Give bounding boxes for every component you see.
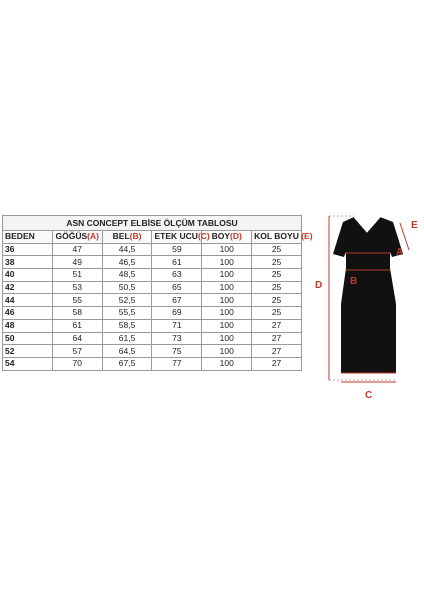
- size-cell: 44: [3, 294, 53, 307]
- table-body: [3, 243, 302, 370]
- measure-cell: 61: [152, 256, 202, 269]
- header-bel-name: BEL: [112, 231, 130, 242]
- measure-cell: 67: [152, 294, 202, 307]
- size-cell: 36: [3, 243, 53, 256]
- header-bel: [102, 231, 152, 244]
- measure-cell: 51: [52, 269, 102, 282]
- header-etek-ucu-name: ETEK UCU: [154, 231, 198, 242]
- measure-cell: 55,5: [102, 307, 152, 320]
- size-cell: 38: [3, 256, 53, 269]
- table-row: [3, 332, 302, 345]
- measure-cell: 58: [52, 307, 102, 320]
- measure-cell: 52,5: [102, 294, 152, 307]
- table-title-row: [3, 216, 302, 231]
- header-kol-boyu-letter: (E): [301, 231, 313, 242]
- measure-cell: 46,5: [102, 256, 152, 269]
- size-cell: 54: [3, 357, 53, 370]
- measure-cell: 69: [152, 307, 202, 320]
- table-title: ASN CONCEPT ELBİSE ÖLÇÜM TABLOSU: [3, 216, 302, 231]
- measure-cell: 63: [152, 269, 202, 282]
- label-c: C: [365, 390, 373, 401]
- header-etek-ucu-letter: (C): [197, 231, 210, 242]
- header-bel-letter: (B): [129, 231, 142, 242]
- table-row: [3, 281, 302, 294]
- size-cell: 40: [3, 269, 53, 282]
- table-header-row: [3, 231, 302, 244]
- measure-cell: 55: [52, 294, 102, 307]
- measure-cell: 100: [202, 345, 252, 358]
- measure-cell: 58,5: [102, 319, 152, 332]
- measure-cell: 53: [52, 281, 102, 294]
- measure-cell: 65: [152, 281, 202, 294]
- measure-cell: 100: [202, 332, 252, 345]
- measure-cell: 59: [152, 243, 202, 256]
- table-row: [3, 294, 302, 307]
- label-d: D: [315, 280, 323, 291]
- measure-cell: 25: [252, 294, 302, 307]
- header-gogus: [52, 231, 102, 244]
- measure-cell: 75: [152, 345, 202, 358]
- measure-cell: 25: [252, 243, 302, 256]
- dress-shape: [333, 217, 403, 373]
- measure-cell: 48,5: [102, 269, 152, 282]
- label-b: B: [350, 276, 358, 287]
- size-cell: 50: [3, 332, 53, 345]
- header-boy-letter: (D): [230, 231, 242, 242]
- measure-cell: 100: [202, 307, 252, 320]
- measure-cell: 49: [52, 256, 102, 269]
- measure-cell: 71: [152, 319, 202, 332]
- measure-cell: 77: [152, 357, 202, 370]
- measure-cell: 67,5: [102, 357, 152, 370]
- measure-cell: 44,5: [102, 243, 152, 256]
- header-beden-name: BEDEN: [5, 231, 35, 242]
- header-etek-ucu: [152, 231, 210, 244]
- table-row: [3, 243, 302, 256]
- measure-cell: 100: [202, 319, 252, 332]
- table-row: [3, 256, 302, 269]
- measure-cell: 100: [202, 294, 252, 307]
- measure-cell: 27: [252, 332, 302, 345]
- measure-cell: 100: [202, 281, 252, 294]
- header-beden: [3, 231, 53, 244]
- size-cell: 52: [3, 345, 53, 358]
- header-boy-name: BOY: [211, 231, 231, 242]
- measure-cell: 27: [252, 319, 302, 332]
- table-row: [3, 307, 302, 320]
- measure-cell: 50,5: [102, 281, 152, 294]
- measure-cell: 25: [252, 307, 302, 320]
- label-e: E: [411, 220, 418, 231]
- measure-cell: 25: [252, 269, 302, 282]
- measure-cell: 73: [152, 332, 202, 345]
- measure-cell: 57: [52, 345, 102, 358]
- measure-cell: 64: [52, 332, 102, 345]
- header-gogus-name: GÖĞÜS: [55, 231, 88, 242]
- measure-cell: 100: [202, 256, 252, 269]
- measure-cell: 25: [252, 281, 302, 294]
- measure-cell: 64,5: [102, 345, 152, 358]
- measure-cell: 100: [202, 269, 252, 282]
- measure-cell: 47: [52, 243, 102, 256]
- measure-cell: 61,5: [102, 332, 152, 345]
- table-row: [3, 319, 302, 332]
- measure-cell: 27: [252, 357, 302, 370]
- measure-cell: 70: [52, 357, 102, 370]
- sleeve-measure-line: [400, 223, 409, 250]
- dress-diagram: [312, 210, 424, 410]
- header-kol-boyu: [252, 231, 313, 244]
- header-gogus-letter: (A): [87, 231, 99, 242]
- size-cell: 42: [3, 281, 53, 294]
- header-kol-boyu-name: KOL BOYU: [254, 231, 302, 242]
- measure-cell: 25: [252, 256, 302, 269]
- measure-cell: 61: [52, 319, 102, 332]
- size-chart-table: [2, 215, 313, 371]
- size-cell: 46: [3, 307, 53, 320]
- table-row: [3, 357, 302, 370]
- size-cell: 48: [3, 319, 53, 332]
- measure-cell: 100: [202, 243, 252, 256]
- label-a: A: [396, 247, 404, 258]
- table-row: [3, 345, 302, 358]
- measure-cell: 100: [202, 357, 252, 370]
- table-row: [3, 269, 302, 282]
- measure-cell: 27: [252, 345, 302, 358]
